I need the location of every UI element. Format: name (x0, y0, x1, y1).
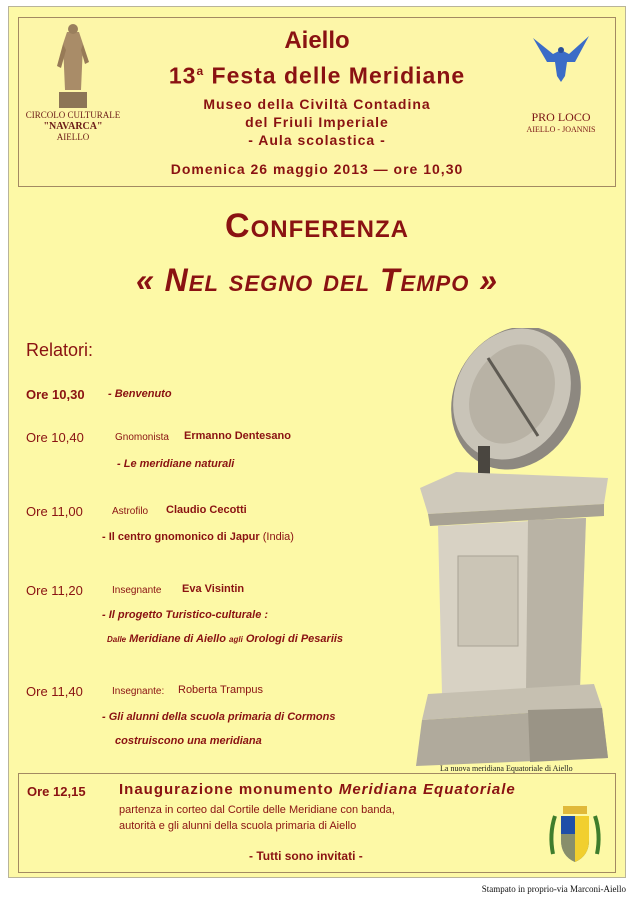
p3-time: Ore 11,00 (26, 504, 83, 519)
p4-subtitle (107, 633, 343, 645)
eagle-icon (531, 32, 591, 84)
sundial-monument-image (408, 328, 618, 768)
festa-ordinal: a (196, 64, 205, 78)
inauguration-time: Ore 12,15 (27, 784, 86, 799)
p2-talk: - Le meridiane naturali (117, 458, 235, 470)
circolo-name: "NAVARCA" (43, 121, 103, 132)
festa-title (119, 56, 515, 91)
p1-talk: - Benvenuto (108, 388, 172, 400)
inauguration-title-b: Meridiana Equatoriale (338, 781, 516, 798)
p4-sub-d: Orologi di Pesariis (242, 633, 344, 645)
inauguration-line2: autorità e gli alunni della scuola primaria di Aiello (119, 820, 357, 832)
inauguration-box (18, 773, 616, 873)
p2-time: Ore 10,40 (26, 430, 84, 445)
p5-talk-line1: - Gli alunni della scuola primaria di Cormons (102, 711, 336, 723)
p3-talk: - Il centro gnomonico di Japur (102, 531, 260, 543)
p4-role: Insegnante (112, 585, 162, 596)
inauguration-line1: partenza in corteo dal Cortile delle Meridiane con banda, (119, 804, 395, 816)
festa-number: 13 (168, 62, 197, 89)
museo-line1: Museo della Civiltà Contadina (203, 95, 431, 112)
p4-sub-a: Dalle (107, 635, 127, 644)
p5-name: Roberta Trampus (178, 684, 263, 696)
conference-title: Conferenza (225, 207, 409, 245)
statue-icon (53, 22, 93, 110)
header-box (18, 17, 616, 187)
inauguration-title (119, 781, 516, 798)
museo-block (119, 95, 515, 149)
festa-name: Festa delle Meridiane (204, 62, 466, 89)
printed-note: Stampato in proprio-via Marconi-Aiello (481, 884, 626, 894)
p1-time: Ore 10,30 (26, 387, 85, 402)
header-center (119, 26, 515, 149)
proloco-sub: AIELLO - JOANNIS (526, 125, 596, 134)
speakers-label: Relatori: (26, 340, 94, 360)
invitation-text: - Tutti sono invitati - (249, 849, 363, 863)
p4-time: Ore 11,20 (26, 583, 83, 598)
p4-talk: - Il progetto Turistico-culturale : (102, 609, 269, 621)
circolo-logo (19, 22, 127, 143)
p5-talk-line2: costruiscono una meridiana (115, 735, 262, 747)
circolo-town: AIELLO (56, 132, 90, 142)
town-title: Aiello (284, 27, 350, 54)
event-date: Domenica 26 maggio 2013 — ore 10,30 (170, 161, 464, 177)
museo-line3: - Aula scolastica - (248, 131, 386, 148)
museo-line2: del Friuli Imperiale (245, 113, 389, 130)
p3-name: Claudio Cecotti (166, 504, 247, 516)
p4-sub-c: agli (229, 635, 243, 644)
circolo-line1: CIRCOLO CULTURALE (25, 110, 121, 120)
p3-talk-extra: (India) (259, 531, 294, 543)
inauguration-title-a: Inaugurazione monumento (119, 781, 339, 798)
p4-name: Eva Visintin (182, 583, 245, 595)
p2-role: Gnomonista (115, 432, 169, 443)
p3-talk-line (102, 531, 294, 543)
p4-sub-b: Meridiane di Aiello (126, 633, 230, 645)
proloco-name: PRO LOCO (531, 110, 591, 124)
p2-name: Ermanno Dentesano (184, 430, 291, 442)
p5-time: Ore 11,40 (26, 684, 83, 699)
aiello-crest-icon (545, 804, 605, 868)
p3-role: Astrofilo (112, 506, 149, 517)
proloco-logo (511, 32, 611, 134)
monument-caption: La nuova meridiana Equatoriale di Aiello (440, 764, 573, 773)
conference-subtitle: « Nel segno del Tempo » (135, 262, 499, 298)
p5-role: Insegnante: (112, 686, 165, 697)
